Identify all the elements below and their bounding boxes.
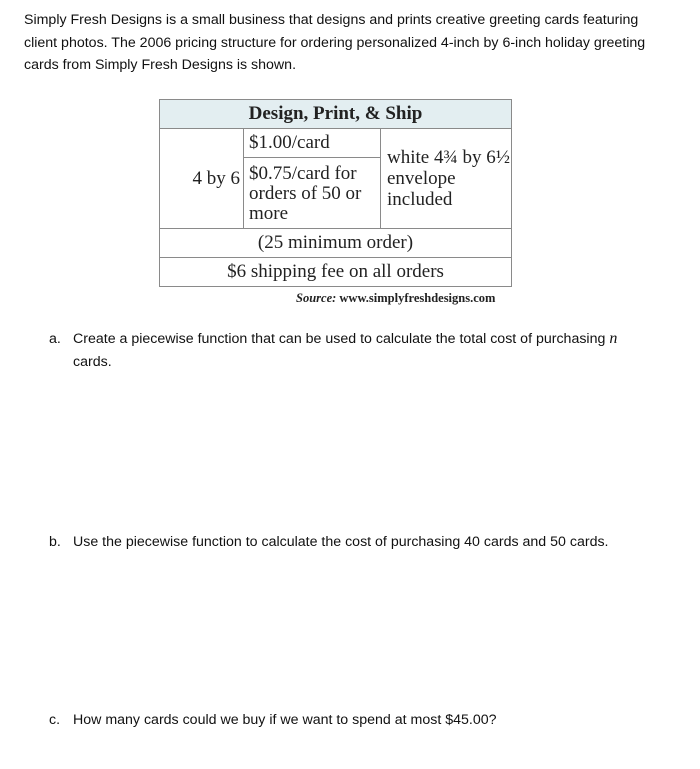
minimum-order: (25 minimum order) <box>160 229 512 258</box>
question-letter: b. <box>49 534 61 550</box>
table-header: Design, Print, & Ship <box>160 100 512 129</box>
question-b <box>49 531 653 554</box>
source-label: Source: <box>296 291 337 305</box>
price-standard: $1.00/card <box>244 129 380 158</box>
source-url: www.simplyfreshdesigns.com <box>339 291 496 305</box>
question-a-text: Create a piecewise function that can be used to calculate the total cost of purchasing <box>73 331 606 347</box>
question-a <box>49 328 653 373</box>
question-a-text-end: cards. <box>73 353 112 370</box>
source-citation <box>296 291 495 306</box>
price-bulk: $0.75/card for orders of 50 or more <box>249 163 362 224</box>
shipping-fee: $6 shipping fee on all orders <box>160 258 512 287</box>
card-size: 4 by 6 <box>160 129 244 229</box>
variable-n: n <box>609 330 618 347</box>
question-text: Use the piecewise function to calculate the cost of purchasing 40 cards and 50 cards. <box>73 534 609 550</box>
question-text: How many cards could we buy if we want to spend at most $45.00? <box>73 712 497 728</box>
envelope-note: white 4¾ by 6½ envelope included <box>381 129 512 229</box>
price-cell <box>244 129 381 229</box>
question-text <box>73 328 653 373</box>
question-c <box>49 709 653 732</box>
question-letter: a. <box>49 331 61 347</box>
pricing-table <box>159 99 512 287</box>
intro-paragraph: Simply Fresh Designs is a small business that designs and prints creative greeting cards featuring client photos. The 2006 pricing structure for ordering personalized 4-inch by 6-inch holiday greeting cards from Simply Fresh Designs is shown. <box>24 12 646 73</box>
question-letter: c. <box>49 712 61 728</box>
